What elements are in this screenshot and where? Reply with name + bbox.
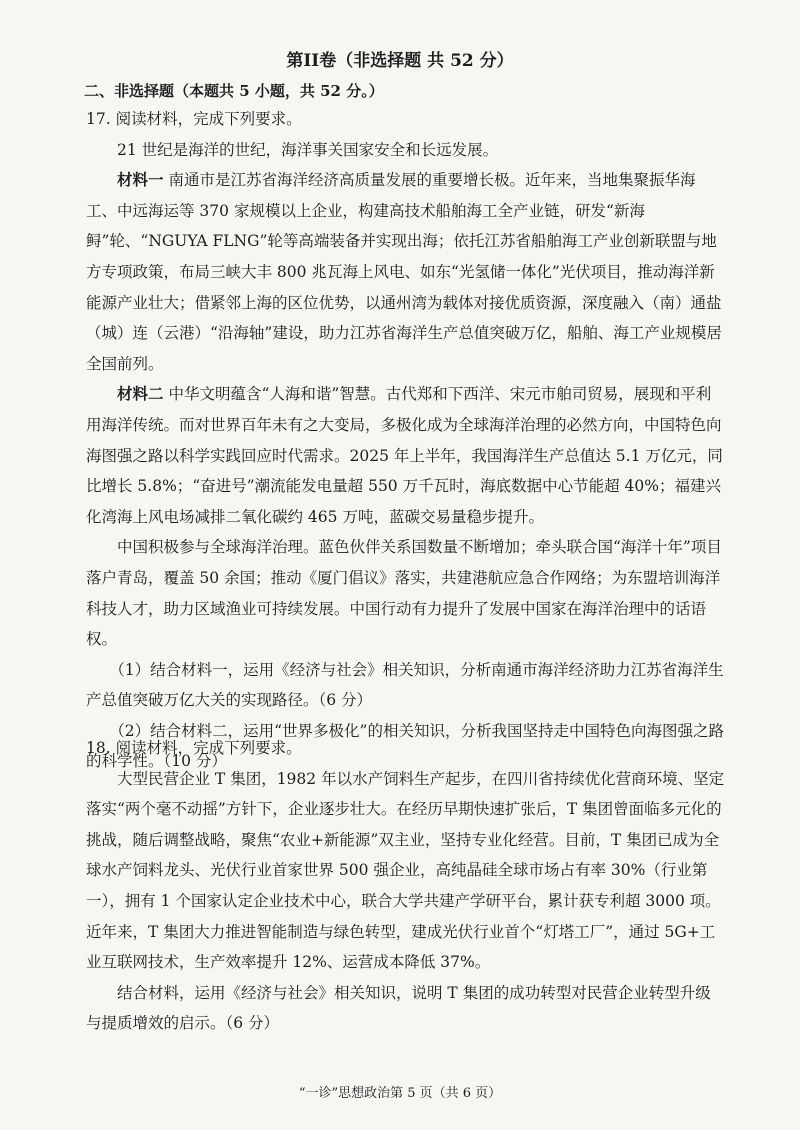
sub-question-1: （1）结合材料一，运用《经济与社会》相关知识，分析南通市海洋经济助力江苏省海洋生产总值突破万亿大关的实现路径。（6 分）	[86, 660, 724, 710]
question-17-instruction: 阅读材料，完成下列要求。	[115, 110, 302, 128]
question-17-prompt	[86, 104, 726, 135]
material-2-label: 材料二	[117, 384, 164, 404]
material-2	[86, 379, 726, 532]
sub-question-2: （2）结合材料二，运用“世界多极化”的相关知识，分析我国坚持走中国特色向海图强之路的科学性。（10 分）	[86, 721, 724, 771]
question-18-instruction: 阅读材料，完成下列要求。	[115, 739, 302, 757]
question-18	[86, 733, 726, 1039]
question-18-prompt	[86, 733, 726, 764]
section-heading: 二、非选择题（本题共 5 小题，共 52 分。）	[84, 82, 384, 100]
question-17	[86, 104, 726, 777]
material-1	[86, 165, 726, 379]
question-17-intro: 21 世纪是海洋的世纪，海洋事关国家安全和长远发展。	[117, 140, 499, 159]
page-footer: “一诊”思想政治第 5 页（共 6 页）	[298, 1086, 502, 1101]
question-18-number: 18.	[86, 739, 111, 757]
part-title: 第II卷（非选择题 共 52 分）	[286, 51, 514, 71]
material-2-text: 中华文明蕴含“人海和谐”智慧。古代郑和下西洋、宋元市舶司贸易，展现和平利用海洋传统。而对世界百年未有之大变局，多极化成为全球海洋治理的必然方向，中国特色向海图强之路以科学实践回应时代需求。2025 年上半年，我国海洋生产总值达 5.1 万亿元，同比增长 5.8%；“奋进号”潮流能发电量超 550 万千瓦时，海底数据中心节能超 40%；福建兴化湾海上风电场减排二氧化碳约 465 万吨，蓝碳交易量稳步提升。	[86, 385, 723, 526]
question-18-question: 结合材料，运用《经济与社会》相关知识，说明 T 集团的成功转型对民营企业转型升级与提质增效的启示。（6 分）	[86, 983, 711, 1033]
material-1-label: 材料一	[117, 170, 164, 190]
material-2-paragraph-2: 中国积极参与全球海洋治理。蓝色伙伴关系国数量不断增加；牵头联合国“海洋十年”项目落户青岛，覆盖 50 余国；推动《厦门倡议》落实，共建港航应急合作网络；为东盟培训海洋科技人才，助力区域渔业可持续发展。中国行动有力提升了发展中国家在海洋治理中的话语权。	[86, 538, 722, 649]
material-1-text: 南通市是江苏省海洋经济高质量发展的重要增长极。近年来，当地集聚振华海工、中远海运等 370 家规模以上企业，构建高技术船舶海工全产业链，研发“新海鲟”轮、“NGUYA FLNG”轮等高端装备并实现出海；依托江苏省船舶海工产业创新联盟与地方专项政策，布局三峡大丰 800 兆瓦海上风电、如东“光氢储一体化”光伏项目，推动海洋新能源产业壮大；借紧邻上海的区位优势，以通州湾为载体对接优质资源，深度融入（南）通盐（城）连（云港）“沿海轴”建设，助力江苏省海洋生产总值突破万亿，船舶、海工产业规模居全国前列。	[86, 171, 722, 373]
question-18-material: 大型民营企业 T 集团，1982 年以水产饲料生产起步，在四川省持续优化营商环境、坚定落实“两个毫不动摇”方针下，企业逐步壮大。在经历早期快速扩张后，T 集团曾面临多元化的挑战，随后调整战略，聚焦“农业+新能源”双主业，坚持专业化经营。目前，T 集团已成为全球水产饲料龙头、光伏行业首家世界 500 强企业，高纯晶硅全球市场占有率 30%（行业第一），拥有 1 个国家认定企业技术中心，联合大学共建产学研平台，累计获专利超 3000 项。近年来，T 集团大力推进智能制造与绿色转型，建成光伏行业首个“灯塔工厂”，通过 5G+工业互联网技术，生产效率提升 12%、运营成本降低 37%。	[86, 769, 725, 972]
question-17-number: 17.	[86, 110, 111, 128]
